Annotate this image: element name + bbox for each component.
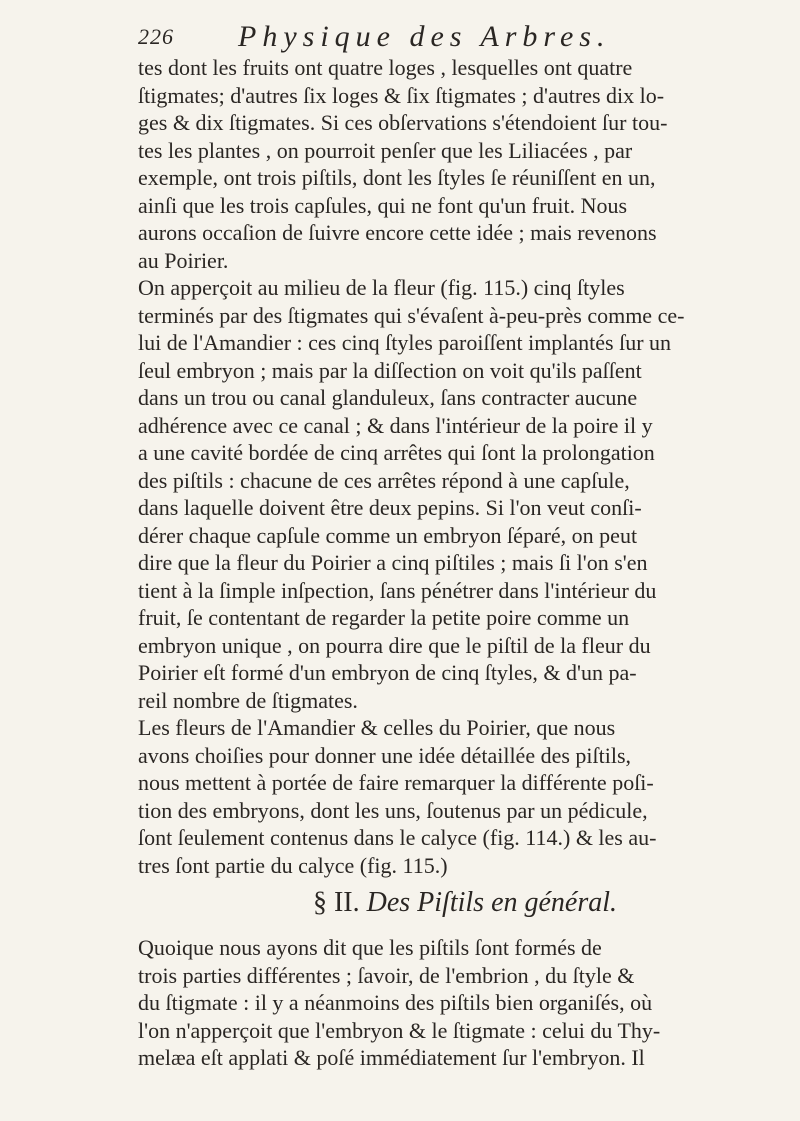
text-line: tion des embryons, dont les uns, ſoutenus par un pédicule, [138, 797, 648, 823]
text-line: fruit, ſe contentant de regarder la petite poire comme un [138, 605, 630, 630]
text-line: ſtigmates; d'autres ſix loges & ſix ſtigmates ; d'autres dix lo- [138, 82, 665, 108]
text-line: lui de l'Amandier : ces cinq ſtyles paroiſſent implantés ſur un [138, 330, 672, 355]
text-line: nous mettent à portée de faire remarquer la différente poſi- [138, 770, 654, 795]
text-line: dire que la fleur du Poirier a cinq piſtiles ; mais ſi l'on s'en [138, 550, 648, 575]
text-line: tes les plantes , on pourroit penſer que les Liliacées , par [138, 137, 633, 163]
running-title: Physique des Arbres. [238, 20, 611, 53]
text-line: Quoique nous ayons dit que les piſtils ſont formés de [138, 935, 602, 960]
text-line: ſeul embryon ; mais par la diſſection on voit qu'ils paſſent [138, 357, 642, 383]
text-line: l'on n'apperçoit que l'embryon & le ſtigmate : celui du Thy- [138, 1017, 661, 1043]
text-line: aurons occaſion de ſuivre encore cette idée ; mais revenons [138, 220, 657, 245]
text-line: au Poirier. [138, 247, 229, 273]
text-line: exemple, ont trois piſtils, dont les ſtyles ſe réuniſſent en un, [138, 165, 656, 190]
text-line: melæa eſt applati & poſé immédiatement ſur l'embryon. Il [138, 1045, 645, 1070]
text-line: tes dont les fruits ont quatre loges , lesquelles ont quatre [138, 55, 633, 80]
text-line: Les fleurs de l'Amandier & celles du Poirier, que nous [138, 715, 616, 740]
page-number: 226 [138, 24, 174, 49]
body-text [138, 54, 792, 1072]
text-line: Poirier eſt formé d'un embryon de cinq ſtyles, & d'un pa- [138, 660, 637, 685]
text-line: ſont ſeulement contenus dans le calyce (fig. 114.) & les au- [138, 825, 657, 850]
text-line: du ſtigmate : il y a néanmoins des piſtils bien organiſés, où [138, 990, 653, 1015]
text-line: ainſi que les trois capſules, qui ne font qu'un fruit. Nous [138, 192, 628, 218]
text-line: a une cavité bordée de cinq arrêtes qui ſont la prolongation [138, 440, 655, 465]
text-line: adhérence avec ce canal ; & dans l'intérieur de la poire il y [138, 412, 653, 438]
text-line: reil nombre de ſtigmates. [138, 687, 358, 713]
text-line: des piſtils : chacune de ces arrêtes répond à une capſule, [138, 467, 630, 493]
text-line: dans laquelle doivent être deux pepins. Si l'on veut conſi- [138, 495, 642, 520]
text-line: tient à la ſimple inſpection, ſans pénétrer dans l'intérieur du [138, 577, 657, 603]
text-line: On apperçoit au milieu de la fleur (fig. 115.) cinq ſtyles [138, 275, 625, 300]
section-mark: § II. [312, 887, 360, 918]
text-line: dérer chaque capſule comme un embryon ſéparé, on peut [138, 522, 638, 548]
text-line: trois parties différentes ; ſavoir, de l'embrion , du ſtyle & [138, 962, 635, 988]
text-line: dans un trou ou canal glanduleux, ſans contracter aucune [138, 385, 638, 410]
section-heading [138, 889, 792, 917]
text-line: ges & dix ſtigmates. Si ces obſervations s'étendoient ſur tou- [138, 110, 668, 135]
text-line: embryon unique , on pourra dire que le piſtil de la fleur du [138, 632, 651, 658]
text-line: terminés par des ſtigmates qui s'évaſent à-peu-près comme ce- [138, 302, 685, 328]
text-line: tres ſont partie du calyce (fig. 115.) [138, 852, 448, 878]
text-line: avons choiſies pour donner une idée détaillée des piſtils, [138, 742, 632, 768]
section-title: Des Piſtils en général. [366, 887, 618, 918]
